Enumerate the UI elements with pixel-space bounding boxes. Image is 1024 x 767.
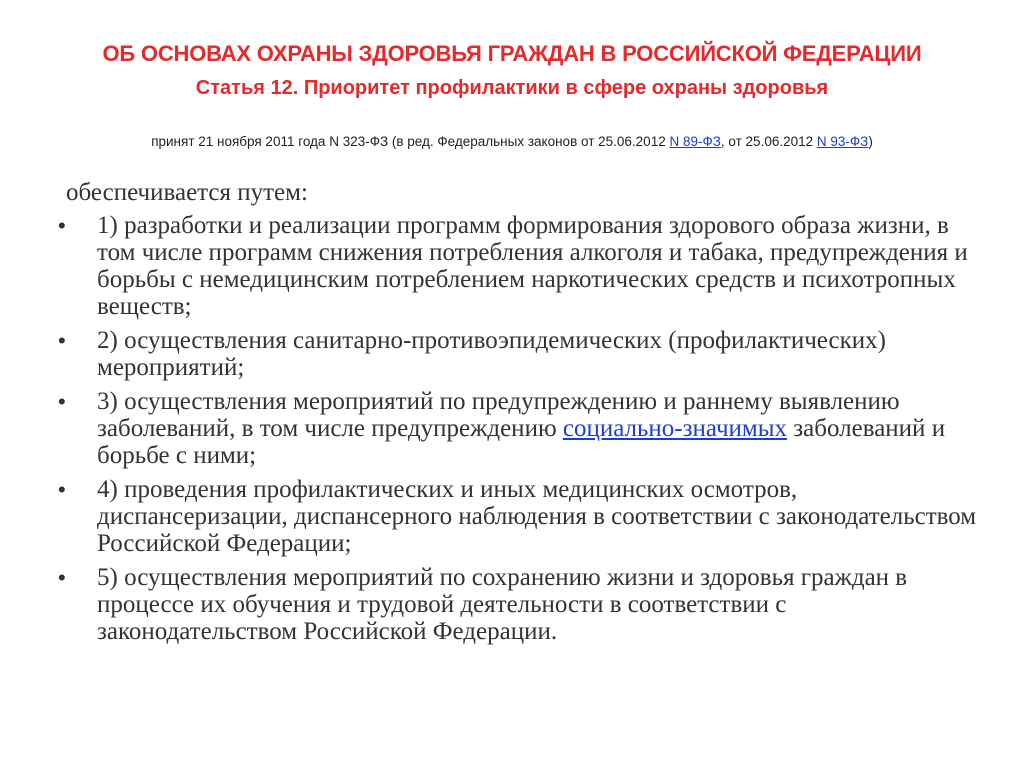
bullet-icon: •: [58, 328, 66, 353]
socially-significant-link[interactable]: социально-значимых: [562, 415, 788, 442]
measures-list: [0, 212, 1024, 652]
bullet-icon: •: [58, 213, 66, 238]
list-item-text: 1) разработки и реализации программ формирования здорового образа жизни, в том числе программ снижения потребления алкоголя и табака, предупреждения и борьбы с немедицинским потреблением наркотических средств и психотропных веществ;: [97, 212, 968, 320]
list-item-text-after: заболеваний и борьбе с ними;: [97, 415, 946, 469]
adoption-prefix: принят 21 ноября 2011 года N 323-ФЗ (в ред. Федеральных законов от 25.06.2012: [151, 134, 670, 149]
adoption-info: [0, 132, 1024, 152]
intro-text: обеспечивается путем:: [66, 179, 308, 206]
list-item: [0, 327, 977, 381]
law-link-93[interactable]: N 93-ФЗ: [816, 134, 869, 149]
bullet-icon: •: [58, 565, 66, 590]
law-link-89[interactable]: N 89-ФЗ: [669, 134, 721, 149]
list-item: [0, 212, 977, 320]
list-item: [0, 564, 977, 645]
list-item-text: 4) проведения профилактических и иных медицинских осмотров, диспансеризации, диспансерного наблюдения в соответствии с законодательством Российской Федерации;: [97, 476, 977, 557]
article-title: Статья 12. Приоритет профилактики в сфере охраны здоровья: [195, 77, 829, 99]
bullet-icon: •: [58, 477, 66, 502]
adoption-suffix: ): [868, 134, 873, 149]
list-item: [0, 476, 977, 557]
page-title: ОБ ОСНОВАХ ОХРАНЫ ЗДОРОВЬЯ ГРАЖДАН В РОССИЙСКОЙ ФЕДЕРАЦИИ: [102, 41, 922, 66]
list-item-text-before: 3) осуществления мероприятий по предупреждению и раннему выявлению заболеваний, в том числе предупреждению: [97, 388, 900, 442]
bullet-icon: •: [58, 389, 66, 414]
list-item: [0, 388, 977, 469]
adoption-middle: , от 25.06.2012: [720, 134, 817, 149]
list-item-text: 5) осуществления мероприятий по сохранению жизни и здоровья граждан в процессе их обучения и трудовой деятельности в соответствии с законодательством Российской Федерации.: [97, 564, 908, 645]
list-item-text: 2) осуществления санитарно-противоэпидемических (профилактических) мероприятий;: [97, 327, 886, 381]
